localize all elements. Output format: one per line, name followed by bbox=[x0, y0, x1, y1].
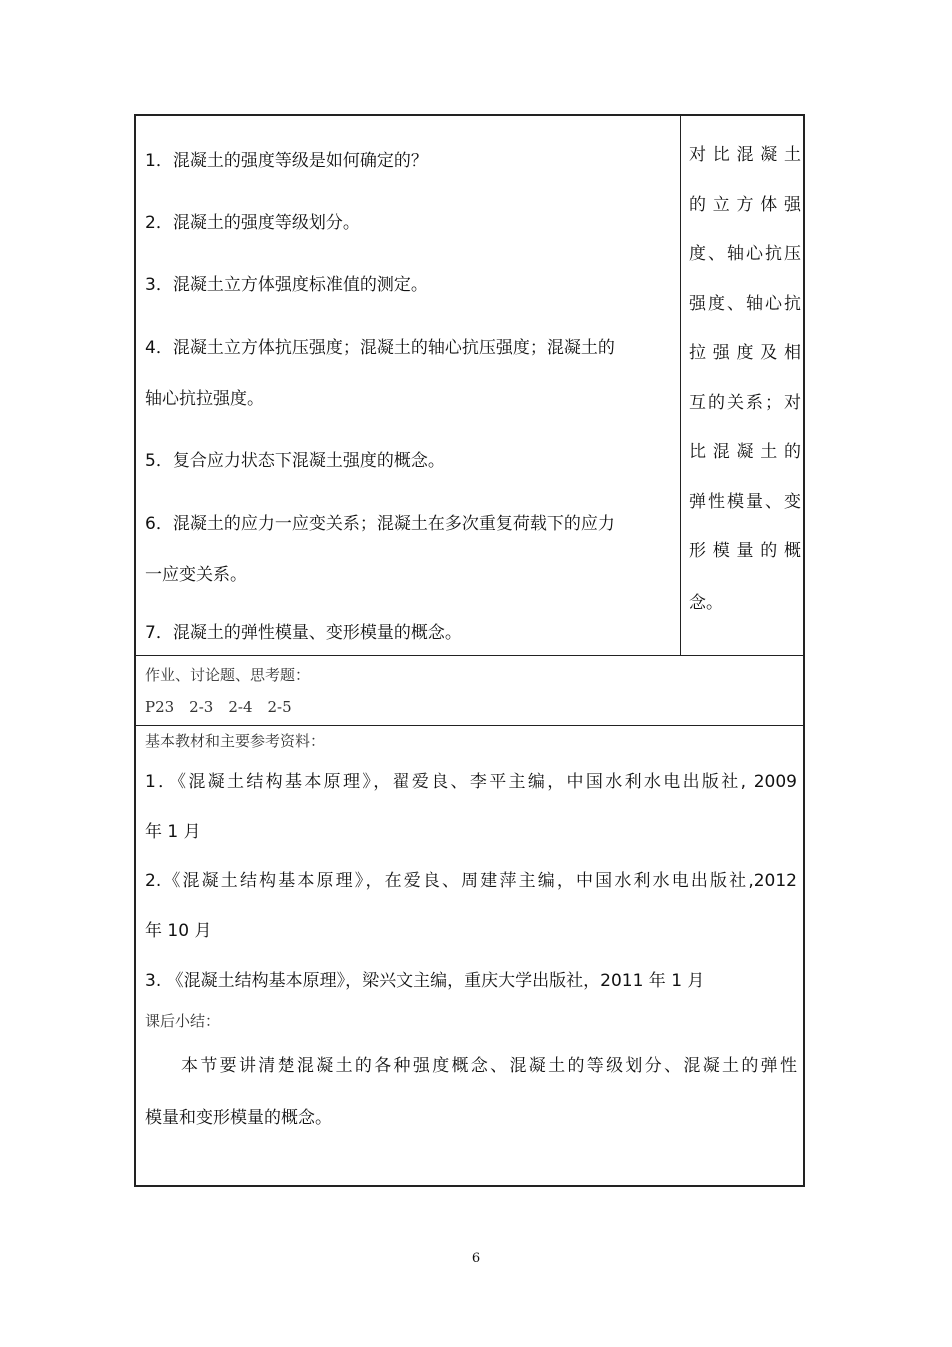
page-number: 6 bbox=[471, 1251, 481, 1266]
reference-2-cont: 年 10 月 bbox=[145, 921, 212, 941]
reference-2: 2.《混凝土结构基本原理》，在爱良、周建萍主编，中国水利水电出版社,2012 bbox=[145, 871, 797, 891]
side-note-line: 强度、轴心抗 bbox=[689, 294, 801, 314]
reference-1-cont: 年 1 月 bbox=[145, 822, 201, 842]
objective-4: 4．混凝土立方体抗压强度；混凝土的轴心抗压强度；混凝土的 bbox=[145, 338, 615, 358]
summary-text-cont: 模量和变形模量的概念。 bbox=[145, 1108, 332, 1128]
side-note-line: 念。 bbox=[689, 593, 723, 613]
objective-7: 7．混凝土的弹性模量、变形模量的概念。 bbox=[145, 623, 462, 643]
summary-label: 课后小结： bbox=[145, 1012, 221, 1030]
side-note-line: 形模量的概 bbox=[689, 541, 801, 561]
objective-2: 2．混凝土的强度等级划分。 bbox=[145, 213, 360, 233]
references-label: 基本教材和主要参考资料： bbox=[145, 732, 326, 750]
objective-6: 6．混凝土的应力一应变关系；混凝土在多次重复荷载下的应力 bbox=[145, 514, 615, 534]
side-note bbox=[681, 116, 803, 655]
side-note-line: 对比混凝土 bbox=[689, 145, 801, 165]
side-note-line: 比混凝土的 bbox=[689, 442, 801, 462]
lesson-table bbox=[134, 114, 805, 1187]
objective-4-cont: 轴心抗拉强度。 bbox=[145, 389, 264, 409]
reference-3: 3. 《混凝土结构基本原理》，梁兴文主编，重庆大学出版社，2011 年 1 月 bbox=[145, 971, 705, 991]
objective-5: 5．复合应力状态下混凝土强度的概念。 bbox=[145, 451, 445, 471]
summary-text: 本节要讲清楚混凝土的各种强度概念、混凝土的等级划分、混凝土的弹性 bbox=[181, 1056, 797, 1076]
objective-3: 3．混凝土立方体强度标准值的测定。 bbox=[145, 275, 428, 295]
objectives-row bbox=[136, 116, 803, 656]
side-note-line: 度、轴心抗压 bbox=[689, 244, 801, 264]
objectives-list bbox=[136, 116, 681, 655]
side-note-line: 弹性模量、变 bbox=[689, 492, 801, 512]
references-section bbox=[136, 726, 803, 1187]
side-note-line: 拉强度及相 bbox=[689, 343, 801, 363]
objective-6-cont: 一应变关系。 bbox=[145, 565, 247, 585]
homework-items: P23 2-3 2-4 2-5 bbox=[145, 698, 292, 716]
side-note-line: 的立方体强 bbox=[689, 195, 801, 215]
side-note-line: 互的关系；对 bbox=[689, 393, 801, 413]
homework-label: 作业、讨论题、思考题： bbox=[145, 666, 311, 684]
homework-row bbox=[136, 656, 803, 726]
reference-1: 1．《混凝土结构基本原理》，翟爱良、李平主编，中国水利水电出版社, 2009 bbox=[145, 772, 797, 792]
objective-1: 1．混凝土的强度等级是如何确定的？ bbox=[145, 151, 428, 171]
